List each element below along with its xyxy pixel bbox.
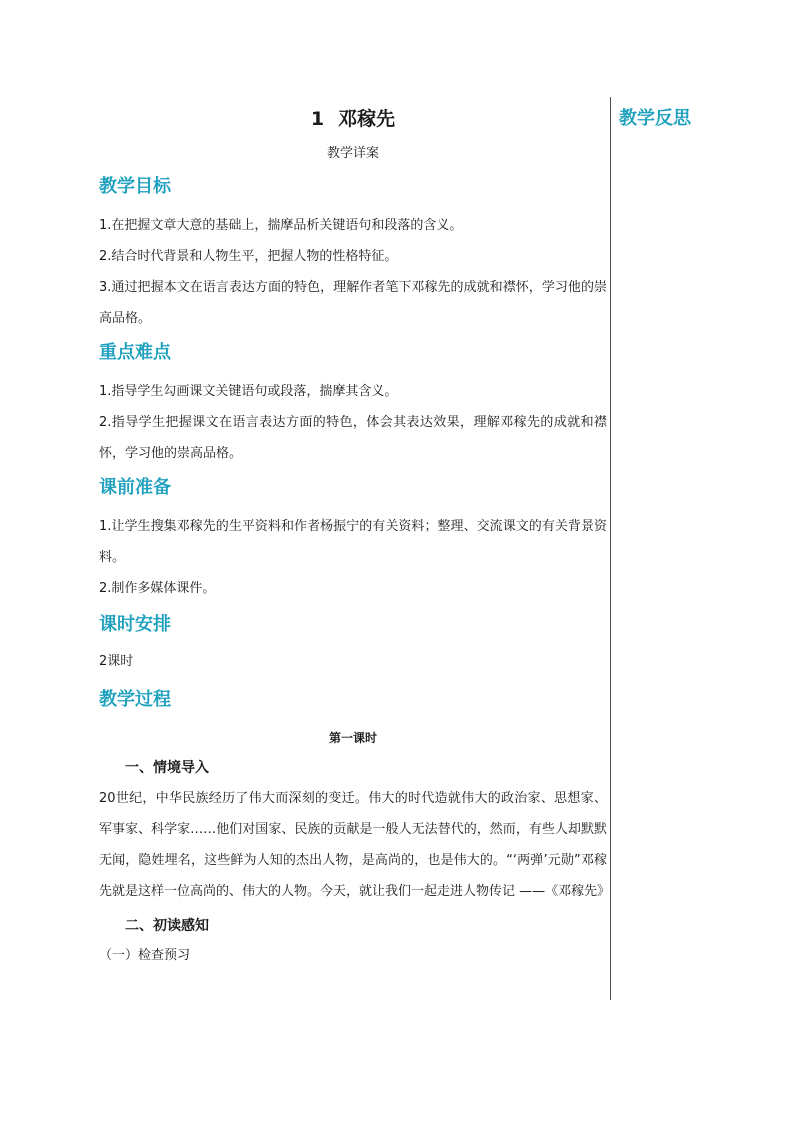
page-subtitle: 教学详案 bbox=[326, 146, 379, 161]
section-heading-key-points: 重点难点 bbox=[99, 342, 171, 363]
lesson-label: 第一课时 bbox=[328, 731, 377, 745]
section-heading-process: 教学过程 bbox=[99, 689, 171, 710]
side-heading-reflection: 教学反思 bbox=[619, 108, 691, 129]
section-schedule bbox=[99, 610, 607, 677]
goal-item: 1.在把握文章大意的基础上，揣摩品析关键语句和段落的含义。 bbox=[99, 218, 463, 233]
schedule-text: 2课时 bbox=[99, 654, 134, 669]
title-text: 邓稼先 bbox=[338, 108, 396, 130]
page-title bbox=[99, 104, 607, 134]
column-divider bbox=[610, 97, 611, 1000]
section-preparation bbox=[99, 473, 607, 604]
goal-item: 3.通过把握本文在语言表达方面的特色，理解作者笔下邓稼先的成就和襟怀，学习他的崇高品格。 bbox=[99, 280, 607, 326]
goal-item: 2.结合时代背景和人物生平，把握人物的性格特征。 bbox=[99, 249, 398, 264]
section-key-points bbox=[99, 338, 607, 469]
key-item: 1.指导学生勾画课文关键语句或段落，揣摩其含义。 bbox=[99, 384, 398, 399]
section-process bbox=[99, 685, 611, 971]
step-heading: 二、初读感知 bbox=[125, 918, 209, 934]
step-subheading: （一）检查预习 bbox=[99, 948, 191, 963]
step-heading: 一、情境导入 bbox=[125, 760, 209, 776]
prep-item: 1.让学生搜集邓稼先的生平资料和作者杨振宁的有关资料；整理、交流课文的有关背景资料。 bbox=[99, 519, 607, 565]
section-heading-goals: 教学目标 bbox=[99, 176, 171, 197]
title-number: 1 bbox=[310, 108, 325, 130]
key-item: 2.指导学生把握课文在语言表达方面的特色，体会其表达效果，理解邓稼先的成就和襟怀，学习他的崇高品格。 bbox=[99, 415, 607, 461]
step-paragraph: 20世纪，中华民族经历了伟大而深刻的变迁。伟大的时代造就伟大的政治家、思想家、军事家、科学家……他们对国家、民族的贡献是一般人无法替代的，然而，有些人却默默无闻，隐姓埋名，这些鲜为人知的杰出人物，是高尚的，也是伟大的。“‘两弹’元勋”邓稼先就是这样一位高尚的、伟大的人物。今天，就让我们一起走进人物传记 ——《邓稼先》 bbox=[99, 791, 611, 899]
prep-item: 2.制作多媒体课件。 bbox=[99, 581, 216, 596]
main-column bbox=[99, 100, 611, 971]
section-goals bbox=[99, 172, 607, 334]
section-heading-schedule: 课时安排 bbox=[99, 614, 171, 635]
section-heading-preparation: 课前准备 bbox=[99, 477, 171, 498]
